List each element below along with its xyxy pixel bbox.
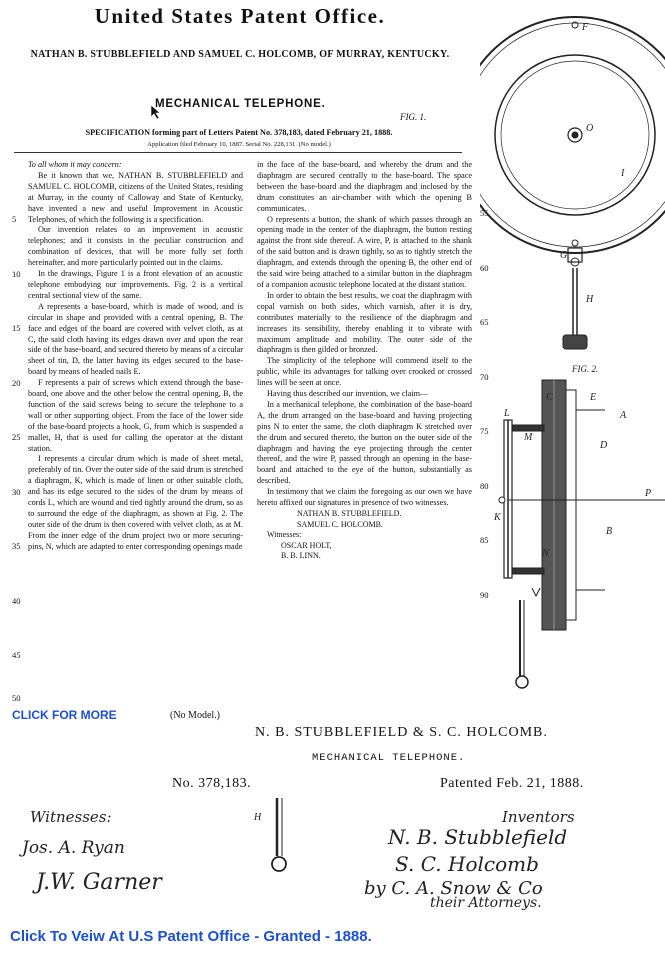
line-number: 70 xyxy=(480,372,489,382)
witness-name: OSCAR HOLT, xyxy=(281,540,332,550)
spec-column-right xyxy=(257,160,472,562)
application-line: Application filed February 10, 1887. Serial No. 228,131. (No model.) xyxy=(147,141,331,148)
line-number: 55 xyxy=(480,208,489,218)
figure-letter: P xyxy=(645,488,652,499)
figure-letter: H xyxy=(254,812,262,823)
patent-number: No. 378,183. xyxy=(172,776,252,791)
figure-letter: K xyxy=(494,512,501,523)
salutation: To all whom it may concern: xyxy=(28,160,122,169)
inventors-line: NATHAN B. STUBBLEFIELD AND SAMUEL C. HOLCOMB, OF MURRAY, KENTUCKY. xyxy=(30,49,450,60)
fig2-section xyxy=(499,380,665,688)
mouse-pointer-icon xyxy=(150,104,162,120)
witness-signature: J.W. Garner xyxy=(36,870,162,895)
no-model-label: (No Model.) xyxy=(170,710,220,721)
claim: In a mechanical telephone, the combination of the base-board A, the drum arranged on the base-board and having projecting pins N to enter the same, the cloth diaphragm K stretched over the drum and secured thereto, the button on the outer side of the diaphragm and having the eye projecting through the center thereof, and the wire P, passed through an opening in the base-board and attached to the eye of the button, substantially as described. xyxy=(257,399,472,486)
paragraph: Be it known that we, NATHAN B. STUBBLEFIELD and SAMUEL C. HOLCOMB, citizens of the United States, residing at Murray, in the county of Calloway and State of Kentucky, have invented a new and useful Improvement in Acoustic Telephones, of which the following is a specification. xyxy=(28,170,243,224)
figure-letter: G xyxy=(560,250,568,261)
figure-letter: A xyxy=(620,410,627,421)
figure-letter: N xyxy=(542,548,549,559)
line-number: 75 xyxy=(480,426,489,436)
paragraph: O represents a button, the shank of which passes through an opening made in the center of the diaphragm, the button resting against the front side thereof. A wire, P, is attached to the shank of the said button and is drawn tightly, so as to tightly stretch the diaphragm, and extends through the opening B, the other end of the said wire being attached to a similar button in the diaphragm of a companion acoustic telephone located at the distant station. xyxy=(257,214,472,289)
paragraph: The simplicity of the telephone will commend itself to the public, while its advantages for talking over crooked or crossed lines will be seen at once. xyxy=(257,356,472,388)
office-title: United States Patent Office. xyxy=(94,4,386,28)
fig2-label: FIG. 2. xyxy=(572,364,599,374)
patent-date: Patented Feb. 21, 1888. xyxy=(440,776,584,791)
paragraph: A represents a base-board, which is made of wood, and is circular in shape and provided with a central opening, B. The face and edges of the board are covered with velvet cloth, as at C, the said cloth having its edges drawn over and upon the rear side of the base-board, and secured thereto by means of a circular sheet of tin, D, the latter having its edges secured to the base-board by means of headed nails E. xyxy=(28,301,243,377)
attorney-signature: by C. A. Snow & Co xyxy=(364,878,543,899)
spec-column-left xyxy=(28,160,243,553)
witnesses-label: Witnesses: xyxy=(267,530,302,539)
line-number: 35 xyxy=(12,541,21,551)
view-at-patent-office-link[interactable]: Click To Veiw At U.S Patent Office - Granted - 1888. xyxy=(10,928,372,945)
line-number: 10 xyxy=(12,269,21,279)
signature-block xyxy=(257,509,472,562)
figure-letter: M xyxy=(524,432,533,443)
witness-signature: Jos. A. Ryan xyxy=(22,838,125,858)
line-number: 65 xyxy=(480,317,489,327)
specification-line: SPECIFICATION forming part of Letters Patent No. 378,183, dated February 21, 1888. xyxy=(85,128,393,137)
paragraph: Our invention relates to an improvement in acoustic telephones; and it consists in the peculiar construction and combination of devices, that will be more fully set forth hereinafter, and more particularly pointed out in the claims. xyxy=(28,225,243,268)
figure-letter: F xyxy=(582,22,589,33)
line-number: 15 xyxy=(12,323,21,333)
line-number: 85 xyxy=(480,535,489,545)
patent-figure-drawing xyxy=(480,0,665,700)
figure-letter: H xyxy=(586,294,594,305)
line-number: 5 xyxy=(12,214,17,224)
figure-letter: D xyxy=(600,440,608,451)
fig1-label: FIG. 1. xyxy=(400,112,427,122)
figure-letter: O xyxy=(586,123,594,134)
paragraph: I represents a circular drum which is made of sheet metal, preferably of tin. Over the outer side of the said drum is stretched a diaphragm, K, which is made of linen or other suitable cloth, and has its edge secured to the sides of the drum by means of cords L, which are wound and tied tightly around the drum, so as to surround the edge of the diaphragm, as shown at Fig. 2. The outer side of the drum is then covered with velvet cloth, as at M. From the inner edge of the drum project two or more securing-pins, N, which are adapted to enter corresponding openings made xyxy=(28,454,243,551)
line-number: 45 xyxy=(12,650,21,660)
line-number: 30 xyxy=(12,487,21,497)
line-number: 50 xyxy=(12,693,21,703)
paragraph: In the drawings, Figure 1 is a front elevation of an acoustic telephone embodying our improvements. Fig. 2 is a vertical central sectional view of the same. xyxy=(28,269,243,300)
figure-letter: L xyxy=(504,408,510,419)
inventors-signature-label: Inventors xyxy=(502,808,575,826)
paragraph: In order to obtain the best results, we coat the diaphragm with copal varnish on both sides, which varnish, after it is dry, contributes materially to the resilience of the diaphragm and increases its sensibility, thereby enabling it to vibrate with maximum amplitude and mobility. The outer side of the diaphragm is then gilded or bronzed. xyxy=(257,290,472,355)
click-for-more-link[interactable]: CLICK FOR MORE xyxy=(12,708,117,722)
line-number: 20 xyxy=(12,378,21,388)
mallet-drawing xyxy=(240,798,300,878)
fig1-front-elevation xyxy=(480,17,665,349)
inventor-signature: N. B. Stubblefield xyxy=(388,825,568,849)
header-divider xyxy=(14,152,462,153)
figure-letter: C xyxy=(546,392,553,403)
figure-letter: I xyxy=(621,168,625,179)
signer-name: SAMUEL C. HOLCOMB. xyxy=(297,519,383,529)
patent-subject: MECHANICAL TELEPHONE. xyxy=(155,98,326,110)
line-number: 25 xyxy=(12,432,21,442)
drawing-subject: MECHANICAL TELEPHONE. xyxy=(312,752,466,764)
paragraph: Having thus described our invention, we claim— xyxy=(267,389,429,399)
witnesses-signature-label: Witnesses: xyxy=(30,808,112,826)
inventor-signature: S. C. Holcomb xyxy=(395,852,539,876)
paragraph: in the face of the base-board, and whereby the drum and the diaphragm are secured centrally to the base-board. The space between the base-board and the diaphragm and inclosed by the drum constitutes an air-chamber with which the opening B communicates. xyxy=(257,160,472,213)
line-number: 80 xyxy=(480,481,489,491)
drawing-inventor-names: N. B. STUBBLEFIELD & S. C. HOLCOMB. xyxy=(255,725,548,740)
signer-name: NATHAN B. STUBBLEFIELD. xyxy=(297,509,402,518)
figure-letter: B xyxy=(606,526,613,537)
figure-letter: E xyxy=(590,392,597,403)
witness-name: B. B. LINN. xyxy=(281,551,321,560)
line-number: 40 xyxy=(12,596,21,606)
line-number: 90 xyxy=(480,590,489,600)
paragraph: F represents a pair of screws which extend through the base-board, one above and the other below the central opening, B, the function of the said screws being to secure the telephone to a wall or other supporting object. From the face of the lower side of the base-board projects a hook, G, from which is suspended a mallet, H, that is used for calling the operator at the distant station. xyxy=(28,378,243,453)
line-number: 60 xyxy=(480,263,489,273)
attorneys-label: their Attorneys. xyxy=(430,895,542,911)
paragraph: In testimony that we claim the foregoing as our own we have hereto affixed our signatures in presence of two witnesses. xyxy=(257,487,472,508)
